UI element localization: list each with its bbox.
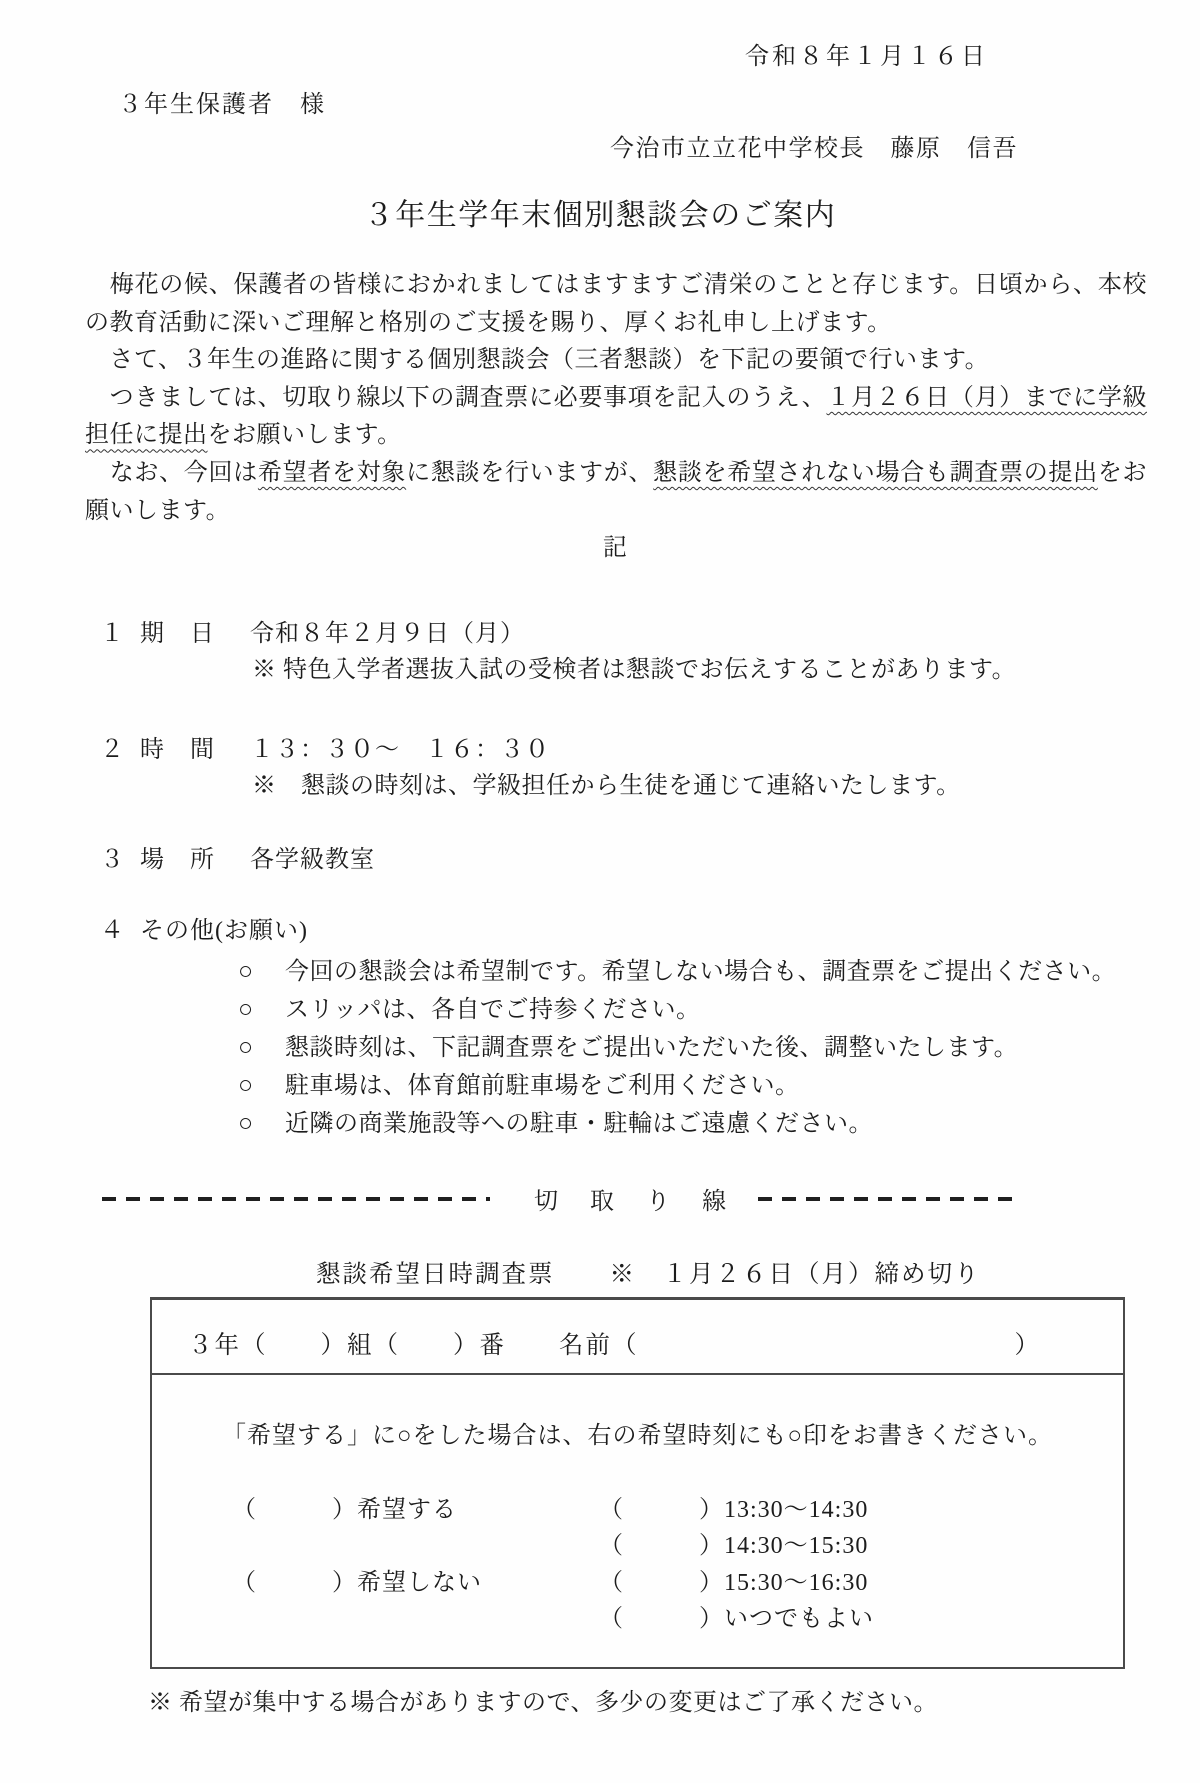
- circle-bullet: ○: [238, 1071, 254, 1099]
- detail-place-row: [100, 842, 1200, 878]
- timeslot-anytime: （ ）いつでもよい: [599, 1606, 874, 1633]
- detail-date-number: １: [100, 620, 124, 647]
- choice-row: [232, 1492, 1123, 1529]
- sender: 今治市立立花中学校長 藤原 信吾: [610, 136, 1018, 162]
- detail-date-label: 期 日: [140, 620, 215, 647]
- intro-paragraph-1: 梅花の候、保護者の皆様におかれましてはますますご清栄のことと存じます。日頃から、本校の教育活動に深いご理解と格別のご支援を賜り、厚くお礼申し上げます。: [85, 272, 1147, 336]
- cut-line: [102, 1183, 1020, 1215]
- survey-form-title: 懇談希望日時調査票: [316, 1260, 555, 1288]
- survey-form-deadline: ※ １月２６日（月）締め切り: [609, 1260, 981, 1288]
- bullet-text: 今回の懇談会は希望制です。希望しない場合も、調査票をご提出ください。: [285, 958, 1117, 985]
- detail-place-value: 各学級教室: [250, 846, 375, 873]
- intro-paragraph-3-tail: をお願いします。: [207, 422, 402, 449]
- submit-underlined-text: 懇談を希望されない場合も調査票の提出: [653, 459, 1098, 486]
- list-item: [238, 1029, 1200, 1067]
- details-section: [0, 616, 1200, 1143]
- name-entry-row: [152, 1300, 1123, 1375]
- choice-decline: （ ）希望しない: [232, 1569, 482, 1596]
- detail-time-label: 時 間: [140, 736, 215, 763]
- list-item: [238, 1067, 1200, 1105]
- timeslot-1330-1430: （ ）13:30～14:30: [599, 1496, 869, 1523]
- page-title: ３年生学年末個別懇談会のご案内: [363, 199, 837, 232]
- choice-blank: [232, 1601, 599, 1638]
- request-bullet-list: [0, 953, 1200, 1143]
- intro-paragraphs: [85, 267, 1147, 568]
- timeslot-1430-1530: （ ）14:30～15:30: [599, 1533, 869, 1560]
- detail-date-note: ※ 特色入学者選抜入試の受検者は懇談でお伝えすることがあります。: [252, 656, 1017, 683]
- choice-attend: （ ）希望する: [232, 1496, 457, 1523]
- detail-date-row: [100, 616, 1200, 652]
- bullet-text: 懇談時刻は、下記調査票をご提出いただいた後、調整いたします。: [285, 1034, 1019, 1061]
- timeslot-1530-1630: （ ）15:30～16:30: [599, 1569, 869, 1596]
- circle-bullet: ○: [238, 1109, 254, 1137]
- list-item: [238, 991, 1200, 1029]
- choice-grid: [232, 1492, 1123, 1638]
- circle-bullet: ○: [238, 995, 254, 1023]
- intro-paragraph-3: [85, 385, 1147, 449]
- cut-line-label: 切取り線: [534, 1189, 758, 1216]
- survey-form-header: [316, 1259, 1200, 1291]
- cut-line-dashes-left: [102, 1197, 490, 1201]
- name-entry-close-paren: ）: [1014, 1331, 1041, 1359]
- deadline-underlined-text: １月２６日（月）までに学級担任に提出: [85, 384, 1147, 449]
- choice-row: [232, 1528, 1123, 1565]
- issue-date: 令和８年１月１６日: [745, 44, 988, 70]
- detail-other-row: [100, 913, 1200, 949]
- intro-paragraph-4: [85, 460, 1147, 524]
- list-item: [238, 1105, 1200, 1143]
- bullet-text: 駐車場は、体育館前駐車場をご利用ください。: [285, 1072, 800, 1099]
- list-item: [238, 953, 1200, 991]
- cut-line-dashes-right: [758, 1197, 1020, 1201]
- intro-paragraph-3-text: つきましては、切取り線以下の調査票に必要事項を記入のうえ、: [85, 384, 827, 411]
- circle-bullet: ○: [238, 1033, 254, 1061]
- bullet-text: スリッパは、各自でご持参ください。: [285, 996, 701, 1023]
- form-instruction: 「希望する」に○をした場合は、右の希望時刻にも○印をお書きください。: [222, 1422, 1053, 1449]
- survey-form-box: [150, 1297, 1125, 1669]
- detail-date-value: 令和８年２月９日（月）: [250, 620, 525, 647]
- intro-paragraph-2: さて、３年生の進路に関する個別懇談会（三者懇談）を下記の要領で行います。: [85, 347, 990, 374]
- recipient: ３年生保護者 様: [118, 92, 326, 118]
- ki-heading: 記: [603, 535, 629, 562]
- intro-paragraph-4-tail: をお願いします。: [85, 459, 1148, 524]
- detail-time-value: １３：３０～ １６：３０: [250, 736, 550, 763]
- choice-row: [232, 1601, 1123, 1638]
- intro-paragraph-4-mid: に懇談を行いますが、: [406, 459, 654, 486]
- detail-time-number: ２: [100, 736, 124, 763]
- detail-time-note: ※ 懇談の時刻は、学級担任から生徒を通じて連絡いたします。: [252, 772, 961, 799]
- name-entry-fields: ３年（ ）組（ ）番 名前（: [188, 1331, 639, 1359]
- circle-bullet: ○: [238, 957, 254, 985]
- detail-place-number: ３: [100, 846, 124, 873]
- choice-blank: [232, 1528, 599, 1565]
- intro-paragraph-4-text: なお、今回は: [85, 459, 258, 486]
- form-footnote: ※ 希望が集中する場合がありますので、多少の変更はご了承ください。: [148, 1689, 939, 1716]
- detail-other-label: その他(お願い): [140, 917, 308, 944]
- detail-place-label: 場 所: [140, 846, 215, 873]
- detail-other-number: ４: [100, 917, 124, 944]
- detail-time-row: [100, 732, 1200, 768]
- bullet-text: 近隣の商業施設等への駐車・駐輪はご遠慮ください。: [285, 1110, 873, 1137]
- optional-underlined-text: 希望者を対象: [257, 459, 407, 486]
- choice-row: [232, 1565, 1123, 1602]
